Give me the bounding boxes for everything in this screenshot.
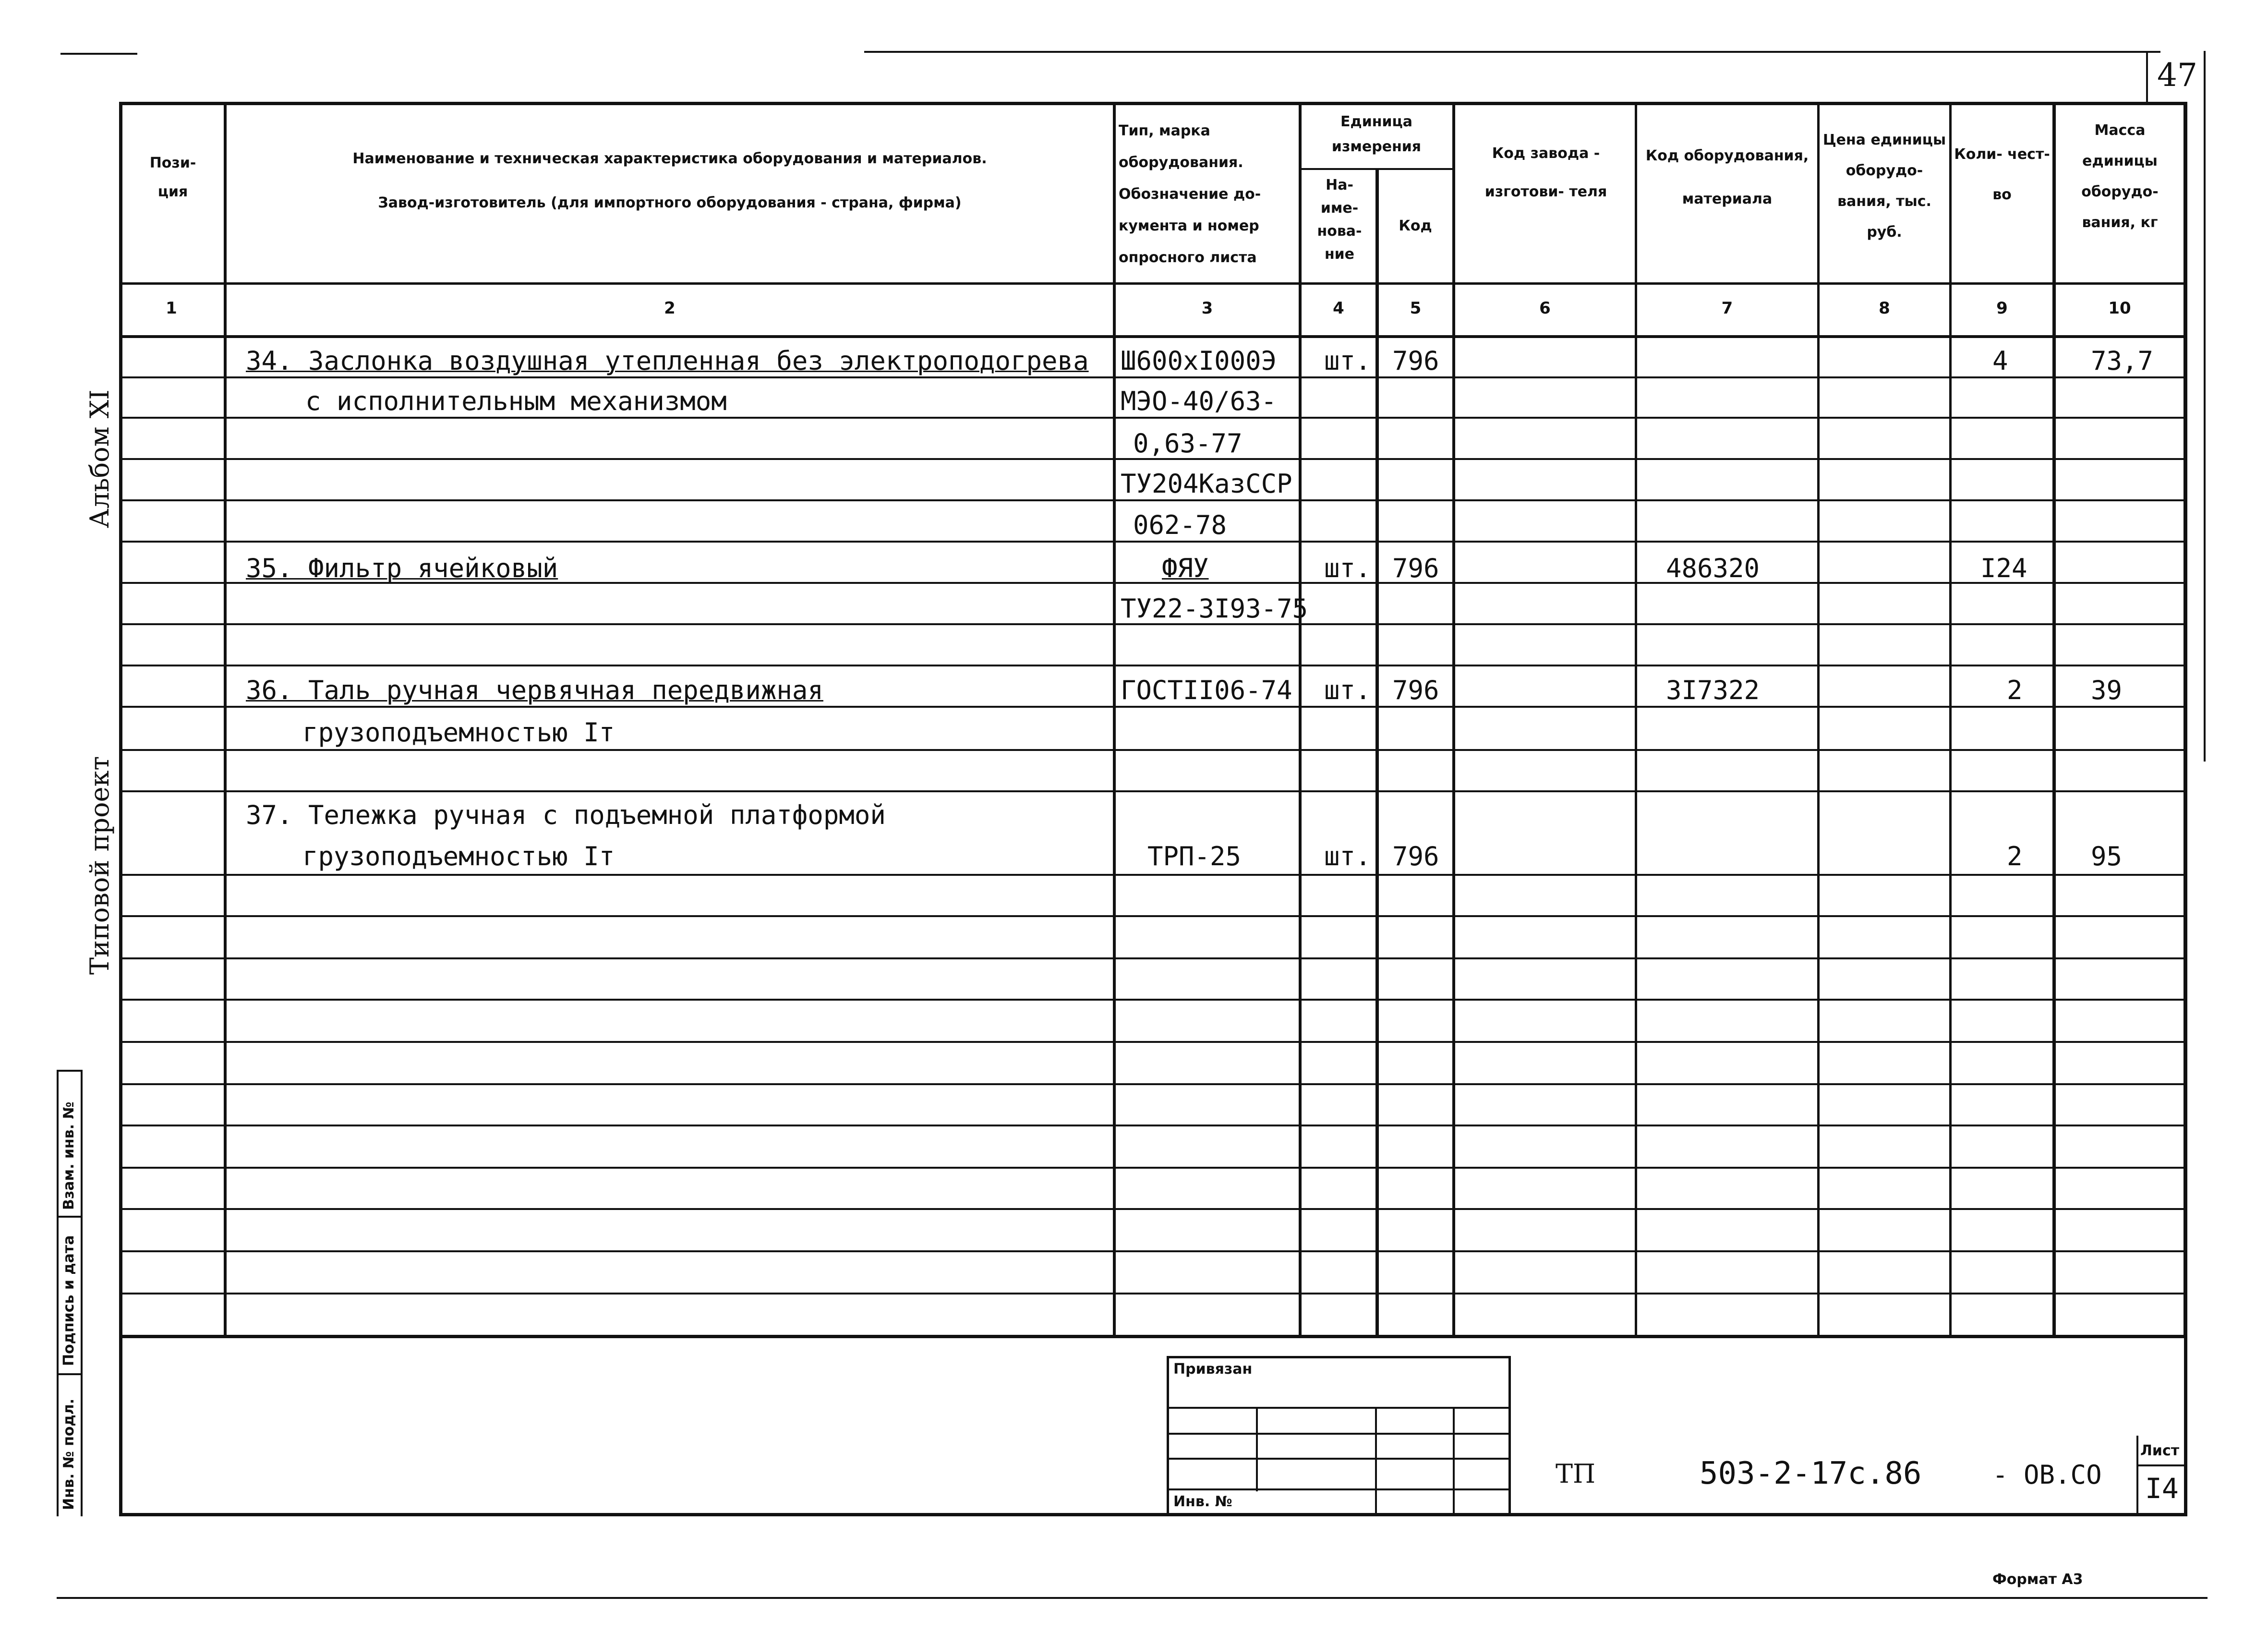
tp-label: ТП [1556, 1459, 1596, 1489]
sheet-number: I4 [2145, 1472, 2179, 1505]
row-37-code: 796 [1392, 841, 1439, 871]
stamp-replace-inv: Взам. инв. № [60, 1101, 77, 1210]
page-number-box-right [2204, 51, 2206, 762]
row-36-name: 36. Таль ручная червячная передвижная [246, 675, 823, 705]
col-line-7 [1817, 102, 1820, 1338]
column-number-8: 8 [1879, 299, 1890, 318]
col-line-2 [1113, 102, 1116, 1338]
header-quantity: Коли- чест- во [1954, 146, 2050, 203]
column-number-1: 1 [166, 299, 177, 318]
header-unit-code: Код [1399, 218, 1432, 234]
row-line [119, 1125, 2187, 1126]
row-34-qty: 4 [1992, 346, 2008, 376]
row-34-unit: шт. [1324, 346, 1371, 376]
column-number-4: 4 [1333, 299, 1344, 318]
inv-number-label: Инв. № [1173, 1493, 1232, 1510]
bottom-edge-line [57, 1597, 2208, 1599]
row-line [119, 1083, 2187, 1085]
column-number-3: 3 [1201, 299, 1213, 318]
header-material-code: Код оборудования, материала [1645, 147, 1809, 207]
row-line [119, 1208, 2187, 1210]
row-36-material: 3I7322 [1666, 675, 1760, 705]
row-34-name-cont: с исполнительным механизмом [305, 386, 727, 416]
stamp-inv-original: Инв. № подл. [60, 1398, 77, 1510]
column-number-7: 7 [1721, 299, 1733, 318]
row-34-type: Ш600хI000Э [1121, 346, 1277, 376]
header-position: Пози- ция [149, 155, 196, 200]
row-35-qty: I24 [1980, 553, 2027, 583]
stamp-inner-edge [81, 1070, 83, 1516]
row-35-type-cont: ТУ22-3I93-75 [1121, 593, 1308, 624]
column-number-9: 9 [1996, 299, 2008, 318]
stamp-signature-date: Подпись и дата [60, 1235, 77, 1366]
row-line [119, 1293, 2187, 1294]
stamp-left-edge [57, 1070, 59, 1516]
row-35-name: 35. Фильтр ячейковый [246, 553, 558, 583]
col-line-8 [1949, 102, 1952, 1338]
col-line-5 [1452, 102, 1455, 1338]
col-line-4 [1375, 168, 1379, 1338]
column-number-2: 2 [664, 299, 676, 318]
stamp-div-1 [57, 1216, 83, 1218]
table-body-bottom [119, 1335, 2187, 1338]
row-34-name: 34. Заслонка воздушная утепленная без электроподогрева [246, 346, 1089, 376]
row-37-name-cont: грузоподъемностью Iт [302, 841, 615, 871]
col-line-9 [2052, 102, 2056, 1338]
row-34-type-cont-1: МЭО-40/63- [1121, 386, 1277, 416]
album-label: Альбом XI [84, 389, 115, 528]
row-line [119, 790, 2187, 792]
sheet-box-divider [2136, 1464, 2187, 1466]
header-type: Тип, марка оборудования. Обозначение до- кумента и номер опросного листа [1119, 122, 1261, 266]
row-36-mass: 39 [2091, 675, 2123, 705]
doc-number: 503-2-17с.86 [1700, 1456, 1922, 1491]
row-36-name-cont: грузоподъемностью Iт [302, 717, 615, 748]
row-36-type: ГОСТII06-74 [1121, 675, 1292, 705]
header-unit-group: Единица измерения [1331, 113, 1422, 155]
doc-suffix: - ОВ.СО [1992, 1460, 2102, 1490]
sheet-box-left [2136, 1436, 2138, 1516]
row-35-material: 486320 [1666, 553, 1760, 583]
page-number-box-left [2146, 51, 2148, 103]
top-scan-line-right [864, 51, 2160, 53]
row-line [119, 1041, 2187, 1043]
header-name-line1: Наименование и техническая характеристика оборудования и материалов. [352, 150, 987, 167]
header-unit-name: На- име- нова- ние [1317, 177, 1362, 263]
top-scan-line-left [60, 53, 137, 55]
row-36-code: 796 [1392, 675, 1439, 705]
row-34-type-cont-4: 062-78 [1133, 510, 1227, 540]
column-number-5: 5 [1410, 299, 1422, 318]
header-name-line2: Завод-изготовитель (для импортного оборудования - страна, фирма) [378, 194, 962, 211]
page-number: 47 [2157, 57, 2197, 94]
header-price: Цена единицы оборудо- вания, тыс. руб. [1822, 132, 1946, 241]
row-36-unit: шт. [1324, 675, 1371, 705]
header-mass: Масса единицы оборудо- вания, кг [2081, 122, 2159, 231]
row-36-qty: 2 [2007, 675, 2023, 705]
sheet-label: Лист [2140, 1442, 2180, 1459]
column-number-6: 6 [1539, 299, 1551, 318]
col-line-1 [224, 102, 227, 1338]
row-34-type-cont-3: ТУ204КазССР [1121, 469, 1292, 499]
stamp-top [57, 1070, 83, 1072]
privyazan-label: Привязан [1173, 1361, 1253, 1378]
header-bottom-line [119, 282, 2187, 285]
row-line [119, 957, 2187, 959]
row-35-unit: шт. [1324, 553, 1371, 583]
row-37-unit: шт. [1324, 841, 1371, 871]
row-37-type: ТРП-25 [1147, 841, 1242, 871]
row-37-qty: 2 [2007, 841, 2023, 871]
col-line-3 [1299, 102, 1302, 1338]
row-line [119, 1167, 2187, 1169]
row-34-type-cont-2: 0,63-77 [1133, 428, 1243, 459]
stamp-div-2 [57, 1373, 83, 1375]
row-35-type: ФЯУ [1162, 553, 1209, 583]
row-line [119, 1250, 2187, 1252]
row-line [119, 665, 2187, 666]
format-label: Формат А3 [1992, 1571, 2083, 1588]
row-35-code: 796 [1392, 553, 1439, 583]
column-number-bottom-line [119, 335, 2187, 338]
col-line-6 [1635, 102, 1637, 1338]
row-line [119, 999, 2187, 1001]
col-line-10 [2184, 102, 2186, 1338]
row-37-name: 37. Тележка ручная с подъемной платформой [246, 800, 886, 830]
row-34-mass: 73,7 [2091, 346, 2154, 376]
row-37-mass: 95 [2091, 841, 2123, 871]
row-34-code: 796 [1392, 346, 1439, 376]
row-line [119, 915, 2187, 917]
column-number-10: 10 [2108, 299, 2131, 318]
project-label: Типовой проект [84, 756, 115, 975]
privyazan-block [1167, 1356, 1510, 1516]
header-factory-code: Код завода - изготови- теля [1484, 145, 1607, 200]
